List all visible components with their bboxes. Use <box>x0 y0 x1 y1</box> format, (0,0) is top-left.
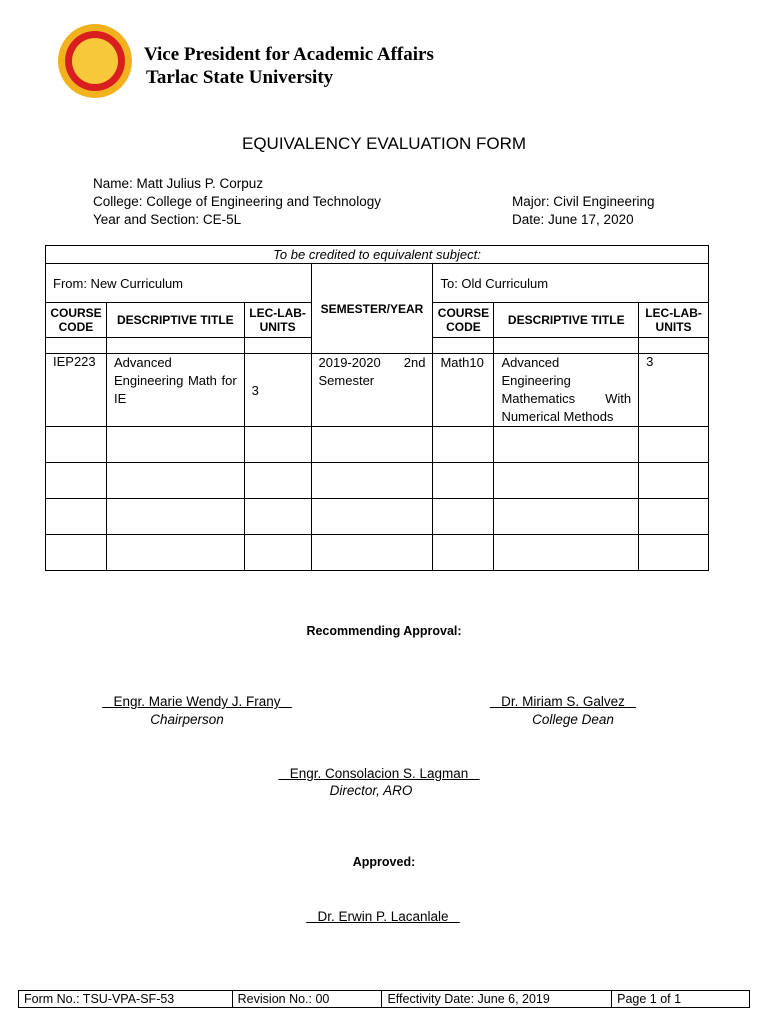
col-new-units: LEC-LAB-UNITS <box>244 303 311 338</box>
chairperson-role: Chairperson <box>150 712 224 727</box>
col-new-course-code: COURSE CODE <box>46 303 107 338</box>
dean-role: College Dean <box>532 712 614 727</box>
approver-signature <box>293 908 473 926</box>
form-title: EQUIVALENCY EVALUATION FORM <box>241 134 527 153</box>
to-curriculum: To: Old Curriculum <box>433 264 709 303</box>
new-course-units: 3 <box>244 354 311 427</box>
table-row <box>46 499 709 535</box>
table-row <box>46 535 709 571</box>
old-course-title: Advanced Engineering Mathematics With Numerical Methods <box>494 354 639 427</box>
col-old-units: LEC-LAB-UNITS <box>639 303 709 338</box>
director-name: Engr. Consolacion S. Lagman <box>278 766 480 781</box>
form-footer <box>18 990 750 1008</box>
table-row <box>46 463 709 499</box>
dean-signature <box>480 693 646 711</box>
form-date: Date: June 17, 2020 <box>512 212 634 227</box>
table-row <box>46 427 709 463</box>
col-old-descriptive-title: DESCRIPTIVE TITLE <box>494 303 639 338</box>
student-major: Major: Civil Engineering <box>512 194 655 209</box>
director-role: Director, ARO <box>329 783 413 798</box>
university-seal-icon <box>58 24 132 98</box>
new-course-title: Advanced Engineering Math for IE <box>106 354 244 427</box>
table-row <box>46 354 709 427</box>
approver-name: Dr. Erwin P. Lacanlale <box>306 909 460 924</box>
student-name: Name: Matt Julius P. Corpuz <box>93 176 264 191</box>
col-old-course-code: COURSE CODE <box>433 303 494 338</box>
old-course-units: 3 <box>639 354 709 427</box>
page-number: Page 1 of 1 <box>612 991 750 1008</box>
col-new-descriptive-title: DESCRIPTIVE TITLE <box>106 303 244 338</box>
semester-year-header: SEMESTER/YEAR <box>311 264 433 354</box>
office-title: Vice President for Academic Affairs <box>144 44 434 65</box>
old-course-code: Math10 <box>433 354 494 427</box>
equivalency-table <box>45 245 709 571</box>
student-college: College: College of Engineering and Technology <box>93 194 381 209</box>
form-number: Form No.: TSU-VPA-SF-53 <box>19 991 233 1008</box>
chairperson-name: Engr. Marie Wendy J. Frany <box>102 694 292 709</box>
revision-number: Revision No.: 00 <box>232 991 382 1008</box>
director-signature <box>266 765 492 783</box>
approved-label: Approved: <box>352 855 416 869</box>
recommending-approval-label: Recommending Approval: <box>306 624 462 638</box>
chairperson-signature <box>92 693 302 711</box>
credited-header: To be credited to equivalent subject: <box>46 246 709 264</box>
university-name: Tarlac State University <box>146 67 334 88</box>
effectivity-date: Effectivity Date: June 6, 2019 <box>382 991 612 1008</box>
from-curriculum: From: New Curriculum <box>46 264 312 303</box>
new-course-code: IEP223 <box>46 354 107 427</box>
dean-name: Dr. Miriam S. Galvez <box>489 694 637 709</box>
student-year-section: Year and Section: CE-5L <box>93 212 242 227</box>
semester-value: 2019-2020 2nd Semester <box>311 354 433 427</box>
